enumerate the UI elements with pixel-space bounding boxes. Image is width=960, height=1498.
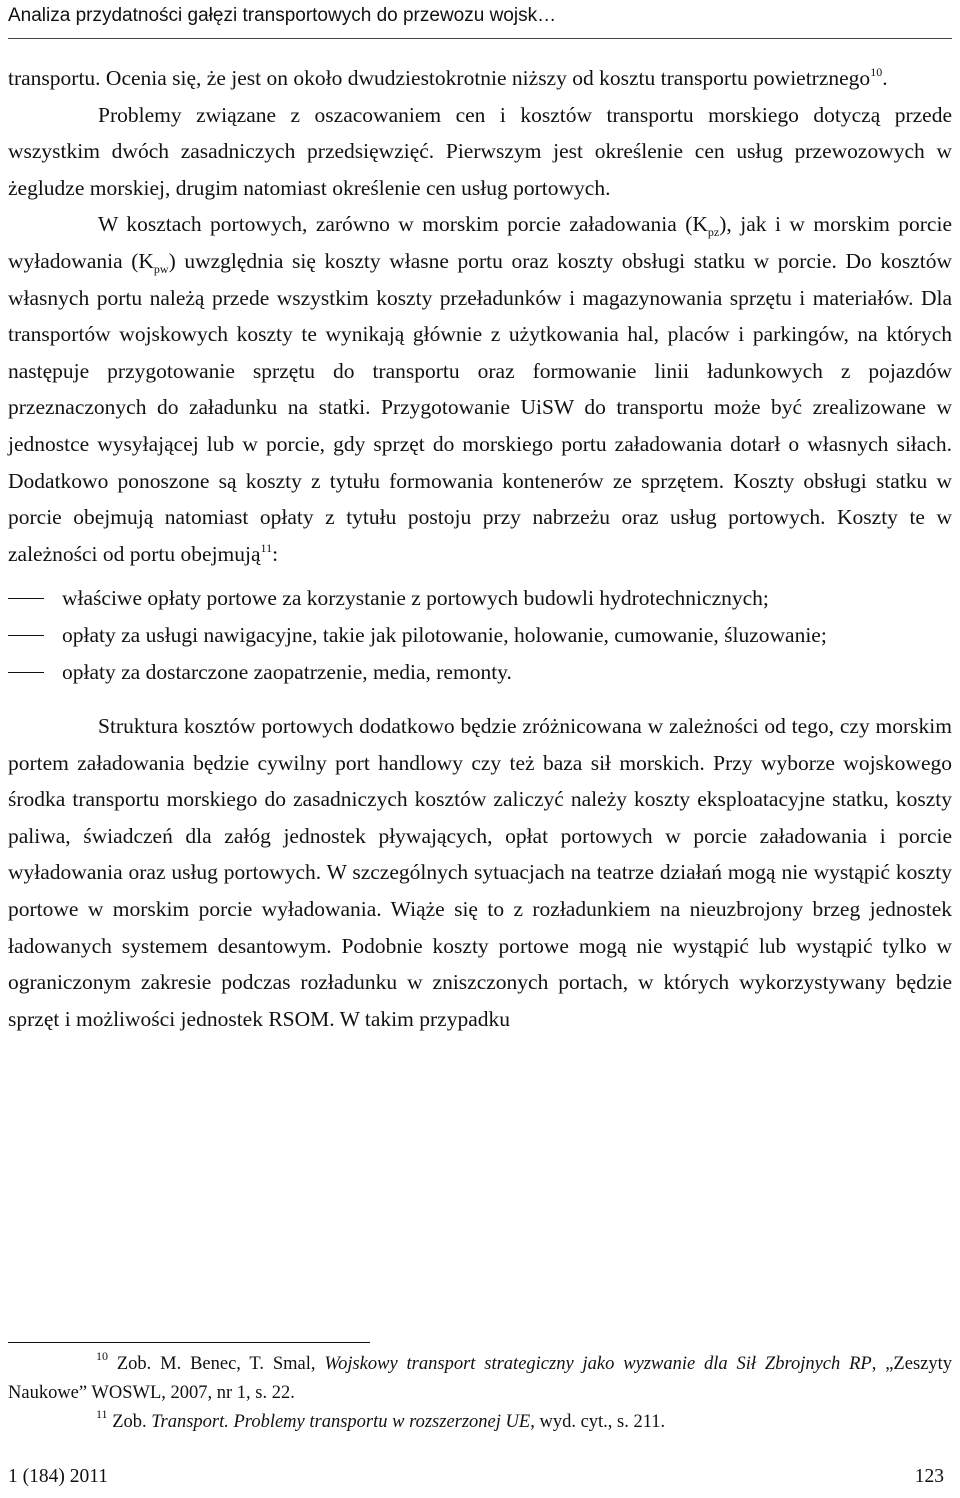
footnote-text: Zob. M. Benec, T. Smal, [108,1354,325,1374]
dash-bullet [8,598,44,599]
dash-bullet [8,635,44,636]
dash-bullet [8,672,44,673]
page-number: 123 [914,1466,944,1487]
list-item-text: właściwe opłaty portowe za korzystanie z portowych budowli hydrotechnicznych; [62,586,769,611]
cost-list [8,580,952,690]
footnote-cited-title: Wojskowy transport strategiczny jako wyzwanie dla Sił Zbrojnych RP [324,1354,872,1374]
footnote-rule [8,1342,370,1343]
footnote-text: , wyd. cyt., s. 211. [530,1412,666,1432]
paragraph-1-text: transportu. Ocenia się, że jest on około dwudziestokrotnie niższy od kosztu transportu powietrznego [8,66,871,90]
list-item [8,617,952,654]
footnotes [8,1350,952,1437]
footnote-10 [8,1350,952,1408]
paragraph-3-end: : [272,541,279,566]
paragraph-1-end: . [882,66,888,90]
footnote-ref-10[interactable]: 10 [870,65,883,79]
footnote-number: 11 [96,1407,108,1421]
footnote-number: 10 [96,1349,108,1363]
body-text [8,60,952,1037]
paragraph-1 [8,60,952,97]
header-rule [8,38,952,39]
subscript-pw: pw [153,261,169,276]
paragraph-3-text-c: ) uwzględnia się koszty własne portu oraz koszty obsługi statku w porcie. Do kosztów własnych portu należą przede wszystkim koszty przeładunków i magazynowania sprzętu i materiałów. Dla transportów wojskowych koszty te wynikają głównie z użytkowania hal, placów i parkingów, na których następuje przygotowanie sprzętu do transportu oraz formowanie linii ładunkowych z pojazdów przeznaczonych do załadunku na statki. Przygotowanie UiSW do transportu może być zrealizowane w jednostce wysyłającej lub w porcie, gdy sprzęt do morskiego portu załadowania dotarł o własnych siłach. Dodatkowo ponoszone są koszty z tytułu formowania kontenerów ze sprzętem. Koszty obsługi statku w porcie obejmują natomiast opłaty z tytułu postoju przy nabrzeżu oraz usług portowych. Koszty te w zależności od portu obejmują [8,248,952,566]
paragraph-3-text-a: W kosztach portowych, zarówno w morskim porcie załadowania (K [98,212,708,237]
list-item [8,580,952,617]
paragraph-2: Problemy związane z oszacowaniem cen i kosztów transportu morskiego dotyczą przede wszystkim dwóch zasadniczych przedsięwzięć. Pierwszym jest określenie cen usług przewozowych w żegludze morskiej, drugim natomiast określenie cen usług portowych. [8,102,952,200]
paragraph-3-text-b: ), jak i w morskim porcie wyładowania (K [8,212,952,273]
running-header: Analiza przydatności gałęzi transportowych do przewozu wojsk… [8,5,557,26]
subscript-pz: pz [707,225,720,240]
list-item-text: opłaty za dostarczone zaopatrzenie, media, remonty. [62,659,512,684]
list-item [8,654,952,691]
paragraph-4: Struktura kosztów portowych dodatkowo będzie zróżnicowana w zależności od tego, czy morskim portem załadowania będzie cywilny port handlowy czy też baza sił morskich. Przy wyborze wojskowego środka transportu morskiego do zasadniczych kosztów zaliczyć należy koszty eksploatacyjne statku, koszty paliwa, świadczeń dla załóg jednostek pływających, opłat portowych w porcie załadowania i porcie wyładowania oraz usług portowych. W szczególnych sytuacjach na teatrze działań mogą nie wystąpić koszty portowe w morskim porcie wyładowania. Wiąże się to z rozładunkiem na nieuzbrojony brzeg jednostek ładowanych systemem desantowym. Podobnie koszty portowe mogą nie wystąpić lub wystąpić tylko w ograniczonym zakresie podczas rozładunku w zniszczonych portach, w których wykorzystywany będzie sprzęt i możliwości jednostek RSOM. W takim przypadku [8,714,952,1031]
paragraph-3 [8,206,952,572]
page-footer [8,1462,944,1492]
footnote-text: , „Zeszyty Naukowe” WOSWL, 2007, nr 1, s. 22. [8,1354,952,1403]
footnote-ref-11[interactable]: 11 [260,540,273,555]
issue-number: 1 (184) 2011 [8,1466,109,1487]
footnote-11 [8,1408,952,1437]
list-item-text: opłaty za usługi nawigacyjne, takie jak pilotowanie, holowanie, cumowanie, śluzowanie; [62,622,827,647]
footnote-cited-title: Transport. Problemy transportu w rozszerzonej UE [151,1412,531,1432]
footnote-text: Zob. [107,1412,152,1432]
